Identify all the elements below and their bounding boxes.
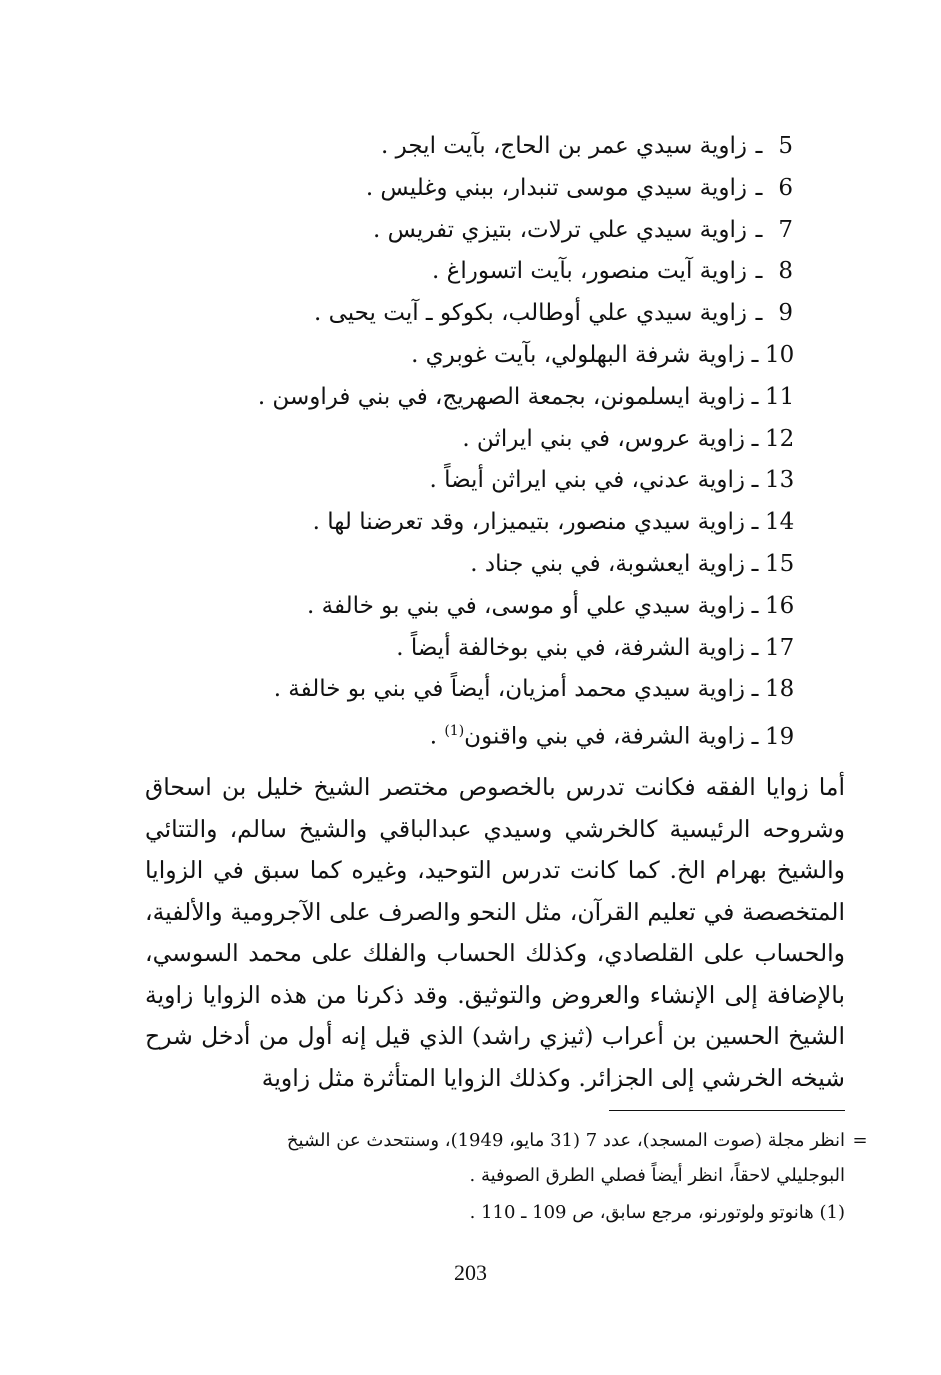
item-text-main: زاوية الشرفة، في بني واقنون <box>464 723 745 750</box>
item-number: 19 <box>765 723 795 750</box>
list-item <box>233 502 793 544</box>
list-item <box>233 460 793 502</box>
item-dash: ـ <box>755 258 763 285</box>
item-dash: ـ <box>751 723 759 750</box>
footnote-text: هانوتو ولوتورنو، مرجع سابق، ص 109 ـ 110 . <box>469 1202 814 1223</box>
item-number: 11 <box>765 383 795 410</box>
list-item <box>233 377 793 419</box>
list-item <box>233 168 793 210</box>
item-number: 14 <box>765 509 795 536</box>
list-item <box>233 210 793 252</box>
footnote-continued-line <box>145 1161 845 1191</box>
item-dash: ـ <box>755 216 763 243</box>
item-dash: ـ <box>755 300 763 327</box>
footnote-line: البوجليلي لاحقاً، انظر أيضاً فصلي الطرق الصوفية . <box>469 1165 845 1186</box>
list-item <box>233 126 793 168</box>
item-text: زاوية عدني، في بني ايراثن أيضاً . <box>429 467 745 494</box>
item-dash: ـ <box>751 425 759 452</box>
item-number: 18 <box>765 676 795 703</box>
item-text: زاوية آيت منصور، بآيت اتسوراغ . <box>431 258 747 285</box>
item-text: زاوية الشرفة، في بني بوخالفة أيضاً . <box>396 634 745 661</box>
item-dash: ـ <box>751 341 759 368</box>
item-dash: ـ <box>751 592 759 619</box>
item-text-tail: . <box>429 723 445 750</box>
item-number: 15 <box>765 550 795 577</box>
list-item <box>233 586 793 628</box>
footnote-1 <box>145 1198 845 1228</box>
item-dash: ـ <box>755 174 763 201</box>
item-number: 5 <box>778 133 793 159</box>
item-dash: ـ <box>755 133 763 159</box>
item-text: زاوية عروس، في بني ايراثن . <box>462 425 745 452</box>
item-dash: ـ <box>751 634 759 661</box>
item-number: 8 <box>778 258 793 285</box>
page-number: 203 <box>454 1260 487 1285</box>
item-number: 7 <box>778 216 793 243</box>
item-text <box>430 711 745 758</box>
item-number: 10 <box>765 341 795 368</box>
list-item <box>233 419 793 461</box>
item-dash: ـ <box>751 550 759 577</box>
list-item <box>233 711 793 753</box>
item-text: زاوية سيدي منصور، بتيميزار، وقد تعرضنا لها . <box>312 509 745 536</box>
item-text: زاوية سيدي عمر بن الحاج، بآيت ايجر . <box>381 133 747 159</box>
item-number: 9 <box>778 300 793 327</box>
footnote-continued <box>145 1126 868 1156</box>
footnote-number: (1) <box>819 1202 845 1223</box>
item-text: زاوية شرفة البهلولي، بآيت غوبري . <box>411 341 745 368</box>
zawiya-list <box>233 126 793 753</box>
body-paragraph: أما زوايا الفقه فكانت تدرس بالخصوص مختصر الشيخ خليل بن اسحاق وشروحه الرئيسية كالخرشي وسيدي عبدالباقي والشيخ سالم، والتتائي والشيخ بهرام الخ. كما كانت تدرس التوحيد، وغيره كما سبق في الزوايا المتخصصة في تعليم القرآن، مثل النحو والصرف على الآجرومية والألفية، والحساب على القلصادي، وكذلك الحساب والفلك على محمد السوسي، بالإضافة إلى الإنشاء والعروض والتوثيق. وقد ذكرنا من هذه الزوايا زاوية الشيخ الحسين بن أعراب (ثيزي راشد) الذي قيل إنه أول من أدخل شرح شيخه الخرشي إلى الجزائر. وكذلك الزوايا المتأثرة مثل زاوية <box>145 773 845 1092</box>
item-text: زاوية ايسلمونن، بجمعة الصهريج، في بني فراوسن . <box>257 383 745 410</box>
item-dash: ـ <box>751 383 759 410</box>
list-item <box>233 251 793 293</box>
list-item <box>233 335 793 377</box>
item-dash: ـ <box>751 676 759 703</box>
item-text: زاوية سيدي علي أوطالب، بكوكو ـ آيت يحيى . <box>313 300 747 327</box>
item-number: 16 <box>765 592 795 619</box>
footnote-reference[interactable]: (1) <box>444 723 465 740</box>
list-item <box>233 669 793 711</box>
item-text: زاوية سيدي علي أو موسى، في بني بو خالفة . <box>307 592 745 619</box>
item-number: 6 <box>778 174 793 201</box>
list-item <box>233 544 793 586</box>
continuation-mark: = <box>852 1130 868 1151</box>
list-item <box>233 628 793 670</box>
list-item <box>233 293 793 335</box>
item-text: زاوية سيدي علي ترلات، بتيزي تفريس . <box>372 216 747 243</box>
item-number: 17 <box>765 634 795 661</box>
footnote-separator <box>609 1110 845 1111</box>
item-dash: ـ <box>751 509 759 536</box>
footnote-line: انظر مجلة (صوت المسجد)، عدد 7 (31 مايو، 1949)، وسنتحدث عن الشيخ <box>286 1130 845 1151</box>
item-text: زاوية سيدي محمد أمزيان، أيضاً في بني بو خالفة . <box>273 676 745 703</box>
item-number: 13 <box>765 467 795 494</box>
item-text: زاوية سيدي موسى تنبدار، ببني وغليس . <box>365 174 747 201</box>
item-text: زاوية ايعشوبة، في بني جناد . <box>470 550 745 577</box>
item-number: 12 <box>765 425 795 452</box>
item-dash: ـ <box>751 467 759 494</box>
